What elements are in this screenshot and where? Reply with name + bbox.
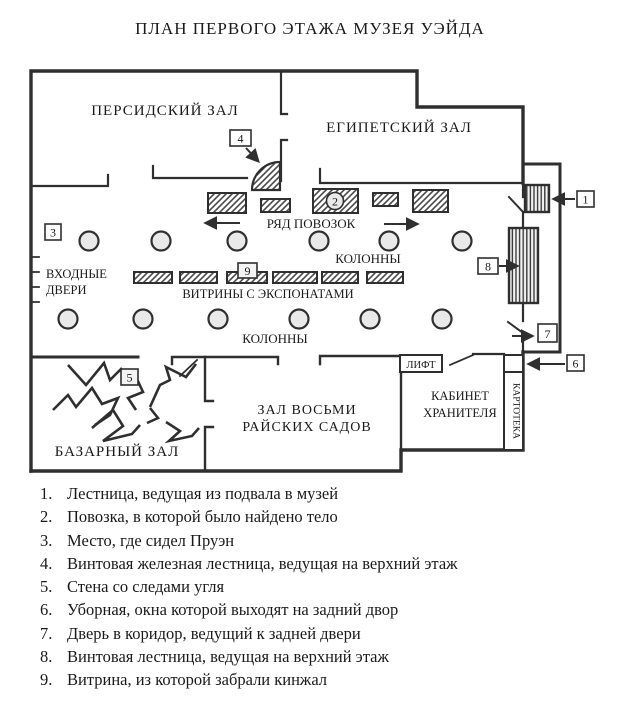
display-case xyxy=(367,272,403,283)
legend-item-9 xyxy=(40,670,600,693)
legend-text: Уборная, окна которой выходят на задний двор xyxy=(67,600,399,620)
column xyxy=(80,232,99,251)
marker-6-label: 6 xyxy=(572,356,579,371)
card-index-label: КАРТОТЕКА xyxy=(510,383,521,439)
spiral-staircase-iron xyxy=(252,162,280,190)
legend-text: Лестница, ведущая из подвала в музей xyxy=(67,484,339,503)
legend-text: Винтовая лестница, ведущая на верхний этаж xyxy=(67,647,389,667)
cart xyxy=(373,193,398,206)
toilet-box xyxy=(504,355,523,372)
display-case xyxy=(322,272,358,283)
legend-item-8 xyxy=(40,647,600,670)
marker-9-label: 9 xyxy=(244,264,251,278)
column xyxy=(310,232,329,251)
marker-2-label: 2 xyxy=(332,194,338,209)
column xyxy=(152,232,171,251)
marker-6 xyxy=(567,355,584,371)
legend xyxy=(40,484,600,694)
marker-7-label: 7 xyxy=(544,327,551,341)
door-swing-stair1 xyxy=(509,197,523,212)
display-cases-label: ВИТРИНЫ С ЭКСПОНАТАМИ xyxy=(182,287,354,301)
marker-5 xyxy=(121,369,138,385)
legend-num: 2. xyxy=(40,507,53,527)
legend-item-7 xyxy=(40,624,600,647)
marker-5-label: 5 xyxy=(126,370,133,385)
marker-4-label: 4 xyxy=(237,131,244,146)
columns-upper-label: КОЛОННЫ xyxy=(335,251,401,266)
legend-text: Винтовая железная лестница, ведущая на верхний этаж xyxy=(67,553,458,573)
carts-row-label: РЯД ПОВОЗОК xyxy=(266,216,356,231)
legend-item-2 xyxy=(40,507,600,530)
legend-text: Стена со следами угля xyxy=(67,577,225,597)
column xyxy=(290,310,309,329)
legend-num: 7. xyxy=(40,623,53,643)
column xyxy=(433,310,452,329)
columns-upper-row xyxy=(80,232,472,251)
marker-9 xyxy=(238,263,257,278)
eight-gardens-label-1: ЗАЛ ВОСЬМИ xyxy=(257,403,357,418)
legend-text: Место, где сидел Пруэн xyxy=(67,530,235,550)
marker-2 xyxy=(327,193,344,210)
cart xyxy=(413,190,448,212)
hall-divider-wall xyxy=(281,71,287,181)
legend-text: Витрина, из которой забрали кинжал xyxy=(67,670,328,690)
display-cases xyxy=(134,272,403,283)
curator-office-label-2: ХРАНИТЕЛЯ xyxy=(423,406,497,420)
marker-1-label: 1 xyxy=(582,192,589,207)
column xyxy=(380,232,399,251)
eight-gardens-top-wall xyxy=(172,356,401,364)
bazaar-hall-label: БАЗАРНЫЙ ЗАЛ xyxy=(54,444,180,460)
eight-gardens-left-wall xyxy=(205,357,213,470)
display-case xyxy=(180,272,217,283)
display-case xyxy=(134,272,172,283)
marker-1 xyxy=(577,191,594,207)
egyptian-bottom-wall xyxy=(320,169,523,183)
columns-lower-label: КОЛОННЫ xyxy=(242,331,308,346)
door-swing-corridor xyxy=(508,322,523,333)
marker-3-label: 3 xyxy=(50,225,56,240)
marker-8 xyxy=(478,258,498,274)
basement-staircase xyxy=(525,185,549,212)
legend-num: 9. xyxy=(40,670,53,690)
column xyxy=(134,310,153,329)
persian-hall-label: ПЕРСИДСКИЙ ЗАЛ xyxy=(91,103,239,119)
marker4-arrow xyxy=(246,148,258,161)
legend-num: 1. xyxy=(40,484,53,503)
marker-3 xyxy=(45,224,61,240)
legend-text: Повозка, в которой было найдено тело xyxy=(67,507,338,527)
legend-item-3 xyxy=(40,531,600,554)
column xyxy=(361,310,380,329)
cart xyxy=(208,193,246,213)
legend-item-6 xyxy=(40,600,600,623)
marker-4 xyxy=(230,130,251,146)
legend-item-4 xyxy=(40,554,600,577)
legend-item-5 xyxy=(40,577,600,600)
display-case xyxy=(273,272,317,283)
egyptian-hall-label: ЕГИПЕТСКИЙ ЗАЛ xyxy=(326,120,472,136)
page-title: ПЛАН ПЕРВОГО ЭТАЖА МУЗЕЯ УЭЙДА xyxy=(135,19,485,38)
elevator-label: ЛИФТ xyxy=(406,360,436,371)
column xyxy=(209,310,228,329)
legend-num: 8. xyxy=(40,647,53,667)
marker-7 xyxy=(538,324,557,342)
curator-office-label-1: КАБИНЕТ xyxy=(431,389,489,403)
legend-num: 6. xyxy=(40,600,53,620)
legend-text: Дверь в коридор, ведущий к задней двери xyxy=(67,623,361,643)
eight-gardens-label-2: РАЙСКИХ САДОВ xyxy=(242,420,372,435)
column xyxy=(59,310,78,329)
persian-bottom-wall-left xyxy=(31,175,108,186)
entrance-doors-label-1: ВХОДНЫЕ xyxy=(46,267,107,281)
persian-bottom-wall-right xyxy=(153,166,247,178)
legend-item-1 xyxy=(40,484,600,507)
door-swing-office xyxy=(450,355,473,365)
legend-num: 4. xyxy=(40,553,53,573)
legend-num: 5. xyxy=(40,577,53,597)
column xyxy=(228,232,247,251)
entrance-doors-label-2: ДВЕРИ xyxy=(46,283,87,297)
column xyxy=(453,232,472,251)
cart xyxy=(261,199,290,212)
marker-8-label: 8 xyxy=(485,259,491,274)
legend-num: 3. xyxy=(40,530,53,550)
columns-lower-row xyxy=(59,310,452,329)
